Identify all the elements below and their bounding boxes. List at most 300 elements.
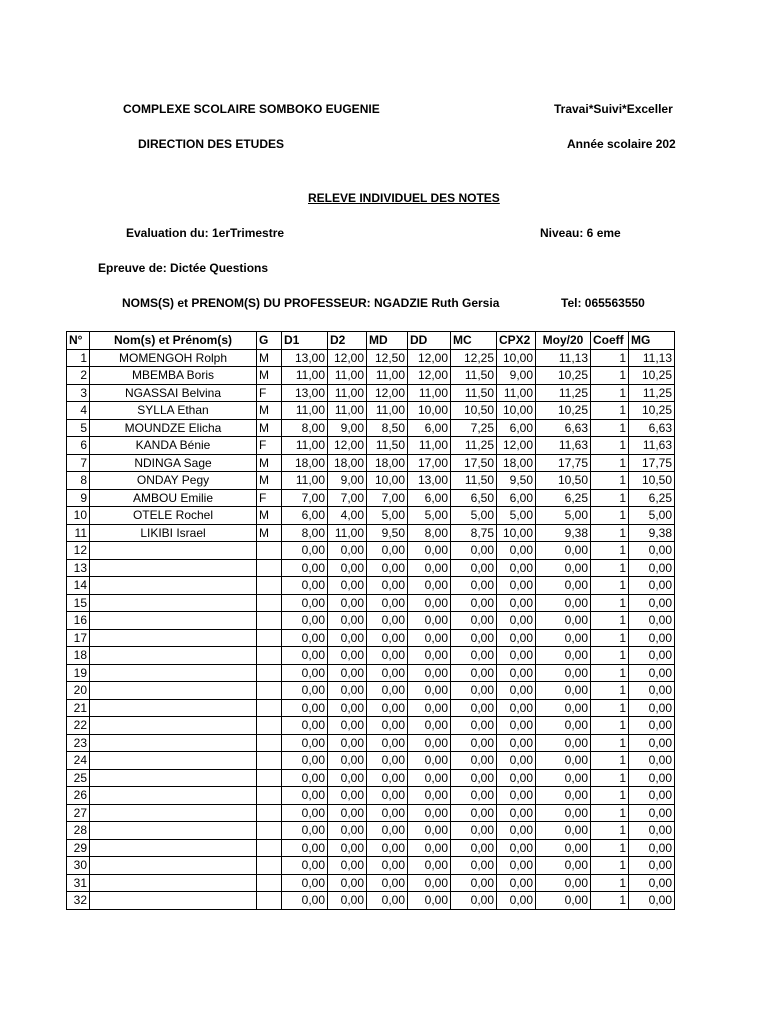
table-cell xyxy=(257,769,282,787)
column-header: DD xyxy=(408,332,451,350)
table-cell xyxy=(90,699,257,717)
table-cell xyxy=(257,857,282,875)
table-row xyxy=(67,682,675,700)
table-cell: 0,00 xyxy=(451,787,497,805)
column-header: MG xyxy=(629,332,675,350)
table-cell: 0,00 xyxy=(629,822,675,840)
table-cell: 8,00 xyxy=(282,524,328,542)
table-cell: 1 xyxy=(591,717,629,735)
table-cell: 0,00 xyxy=(451,822,497,840)
table-cell: 0,00 xyxy=(497,752,536,770)
table-cell: AMBOU Emilie xyxy=(90,489,257,507)
table-cell: 0,00 xyxy=(367,559,408,577)
table-cell: 5,00 xyxy=(629,507,675,525)
table-cell: 0,00 xyxy=(497,699,536,717)
table-cell: 17 xyxy=(67,629,90,647)
table-cell: 0,00 xyxy=(408,542,451,560)
table-cell xyxy=(90,839,257,857)
table-cell: 32 xyxy=(67,892,90,910)
table-cell: 31 xyxy=(67,874,90,892)
column-header: Coeff xyxy=(591,332,629,350)
table-cell: 0,00 xyxy=(451,594,497,612)
table-cell xyxy=(90,647,257,665)
table-cell: 16 xyxy=(67,612,90,630)
school-motto: Travai*Suivi*Exceller xyxy=(554,102,673,116)
table-cell: 14 xyxy=(67,577,90,595)
table-cell: 0,00 xyxy=(328,717,367,735)
table-cell: 23 xyxy=(67,734,90,752)
table-cell: 0,00 xyxy=(282,542,328,560)
table-cell: 0,00 xyxy=(328,664,367,682)
table-cell: 0,00 xyxy=(328,577,367,595)
table-cell: 1 xyxy=(591,542,629,560)
table-cell: 0,00 xyxy=(451,682,497,700)
table-cell: 1 xyxy=(591,804,629,822)
table-cell: 0,00 xyxy=(367,752,408,770)
table-cell xyxy=(257,717,282,735)
table-cell: 18,00 xyxy=(328,454,367,472)
table-cell: 0,00 xyxy=(536,629,591,647)
table-cell: 0,00 xyxy=(328,734,367,752)
table-cell: 19 xyxy=(67,664,90,682)
table-cell: 0,00 xyxy=(451,874,497,892)
table-cell: 7 xyxy=(67,454,90,472)
table-cell: 0,00 xyxy=(282,857,328,875)
table-cell: 0,00 xyxy=(328,857,367,875)
table-cell: 0,00 xyxy=(451,577,497,595)
table-cell: 1 xyxy=(67,349,90,367)
table-header-row xyxy=(67,332,675,350)
table-cell xyxy=(90,664,257,682)
table-cell: 0,00 xyxy=(408,892,451,910)
table-cell: 11,25 xyxy=(451,437,497,455)
school-year: Année scolaire 202 xyxy=(567,137,676,151)
telephone-label: Tel: 065563550 xyxy=(561,296,645,310)
table-cell: 11,50 xyxy=(451,367,497,385)
table-cell: 30 xyxy=(67,857,90,875)
table-cell: 1 xyxy=(591,699,629,717)
table-cell: 0,00 xyxy=(282,647,328,665)
table-row xyxy=(67,367,675,385)
table-cell: 0,00 xyxy=(282,577,328,595)
table-cell: 0,00 xyxy=(367,647,408,665)
table-cell: 0,00 xyxy=(328,839,367,857)
table-cell: 0,00 xyxy=(497,857,536,875)
table-row xyxy=(67,717,675,735)
table-cell: 0,00 xyxy=(367,822,408,840)
table-cell xyxy=(90,629,257,647)
table-cell: 0,00 xyxy=(497,769,536,787)
table-cell: 0,00 xyxy=(451,612,497,630)
table-cell: 6,25 xyxy=(629,489,675,507)
table-cell: 0,00 xyxy=(408,787,451,805)
table-cell xyxy=(90,559,257,577)
table-cell: 6,63 xyxy=(536,419,591,437)
table-cell: 18,00 xyxy=(367,454,408,472)
table-cell: 0,00 xyxy=(536,699,591,717)
table-cell: 0,00 xyxy=(408,769,451,787)
table-cell: 0,00 xyxy=(367,612,408,630)
table-cell: 11,00 xyxy=(367,402,408,420)
table-cell: 22 xyxy=(67,717,90,735)
table-cell: 11,50 xyxy=(451,472,497,490)
table-cell: 0,00 xyxy=(536,559,591,577)
table-row xyxy=(67,612,675,630)
table-cell: 12,00 xyxy=(497,437,536,455)
table-cell xyxy=(90,612,257,630)
table-cell xyxy=(90,682,257,700)
table-cell: 0,00 xyxy=(497,577,536,595)
table-cell: 0,00 xyxy=(629,734,675,752)
table-cell: 0,00 xyxy=(629,612,675,630)
table-cell: 0,00 xyxy=(328,594,367,612)
table-cell: MOUNDZE Elicha xyxy=(90,419,257,437)
table-cell: 10,25 xyxy=(629,402,675,420)
table-cell: 0,00 xyxy=(408,734,451,752)
table-cell: 0,00 xyxy=(629,857,675,875)
table-row xyxy=(67,839,675,857)
table-cell: 0,00 xyxy=(497,787,536,805)
table-cell: 1 xyxy=(591,489,629,507)
table-cell: 0,00 xyxy=(367,629,408,647)
evaluation-label: Evaluation du: 1erTrimestre xyxy=(126,226,285,240)
table-cell: M xyxy=(257,349,282,367)
table-row xyxy=(67,664,675,682)
table-cell: M xyxy=(257,419,282,437)
table-cell: 0,00 xyxy=(536,892,591,910)
table-row xyxy=(67,454,675,472)
table-cell: F xyxy=(257,437,282,455)
table-cell: 11,13 xyxy=(629,349,675,367)
grades-table xyxy=(66,331,675,910)
table-cell: M xyxy=(257,507,282,525)
table-cell: 0,00 xyxy=(497,839,536,857)
table-cell: 0,00 xyxy=(536,839,591,857)
table-cell: ONDAY Pegy xyxy=(90,472,257,490)
table-cell: 1 xyxy=(591,612,629,630)
table-cell xyxy=(257,629,282,647)
table-row xyxy=(67,787,675,805)
table-cell: 0,00 xyxy=(408,857,451,875)
table-cell: 6,00 xyxy=(497,419,536,437)
table-cell: 0,00 xyxy=(282,699,328,717)
table-cell: 4 xyxy=(67,402,90,420)
table-cell xyxy=(257,752,282,770)
table-cell: 0,00 xyxy=(497,542,536,560)
table-cell: 0,00 xyxy=(328,804,367,822)
table-cell: 6,63 xyxy=(629,419,675,437)
table-cell: F xyxy=(257,489,282,507)
table-cell: 0,00 xyxy=(451,734,497,752)
table-cell: 21 xyxy=(67,699,90,717)
table-cell: 26 xyxy=(67,787,90,805)
table-cell: 0,00 xyxy=(282,787,328,805)
table-cell: 0,00 xyxy=(451,892,497,910)
table-cell: 0,00 xyxy=(367,769,408,787)
table-cell: 1 xyxy=(591,594,629,612)
table-cell: M xyxy=(257,402,282,420)
table-cell: 11,25 xyxy=(536,384,591,402)
table-cell: 11,00 xyxy=(282,472,328,490)
table-cell: 0,00 xyxy=(282,804,328,822)
table-cell: 1 xyxy=(591,857,629,875)
document-title: RELEVE INDIVIDUEL DES NOTES xyxy=(308,191,500,205)
table-cell: 0,00 xyxy=(282,664,328,682)
table-cell: 0,00 xyxy=(536,752,591,770)
table-cell: 9,00 xyxy=(497,367,536,385)
table-cell xyxy=(90,857,257,875)
table-cell: 3 xyxy=(67,384,90,402)
table-row xyxy=(67,752,675,770)
table-cell: 9,50 xyxy=(497,472,536,490)
table-cell: 0,00 xyxy=(629,682,675,700)
table-cell: 24 xyxy=(67,752,90,770)
table-row xyxy=(67,507,675,525)
table-row xyxy=(67,892,675,910)
table-cell: M xyxy=(257,367,282,385)
table-cell: 20 xyxy=(67,682,90,700)
table-row xyxy=(67,489,675,507)
table-cell: 0,00 xyxy=(629,594,675,612)
table-cell: 11,25 xyxy=(629,384,675,402)
table-cell: MOMENGOH Rolph xyxy=(90,349,257,367)
table-cell: 0,00 xyxy=(367,542,408,560)
table-cell: 0,00 xyxy=(497,612,536,630)
table-cell: 0,00 xyxy=(536,682,591,700)
table-cell: 7,00 xyxy=(328,489,367,507)
table-cell: 0,00 xyxy=(282,717,328,735)
table-cell: 0,00 xyxy=(367,734,408,752)
table-row xyxy=(67,769,675,787)
table-cell: 1 xyxy=(591,577,629,595)
table-cell: 10,50 xyxy=(451,402,497,420)
table-cell: 0,00 xyxy=(408,629,451,647)
table-cell: 10 xyxy=(67,507,90,525)
table-cell: 12,25 xyxy=(451,349,497,367)
table-cell xyxy=(90,769,257,787)
table-cell: 9,50 xyxy=(367,524,408,542)
table-cell: 0,00 xyxy=(282,822,328,840)
table-cell: 0,00 xyxy=(536,734,591,752)
table-cell: 12 xyxy=(67,542,90,560)
table-cell: 1 xyxy=(591,472,629,490)
table-cell: 10,50 xyxy=(536,472,591,490)
table-cell: 17,50 xyxy=(451,454,497,472)
table-cell: M xyxy=(257,472,282,490)
table-cell: 0,00 xyxy=(408,839,451,857)
table-row xyxy=(67,349,675,367)
table-cell: 0,00 xyxy=(367,699,408,717)
table-cell: 10,00 xyxy=(497,349,536,367)
table-cell: 17,75 xyxy=(536,454,591,472)
table-cell: 9,00 xyxy=(328,419,367,437)
table-cell: 0,00 xyxy=(328,822,367,840)
table-cell: 0,00 xyxy=(629,577,675,595)
table-cell: 29 xyxy=(67,839,90,857)
table-cell: 7,00 xyxy=(282,489,328,507)
table-cell: 0,00 xyxy=(328,559,367,577)
table-cell: 0,00 xyxy=(451,769,497,787)
professor-label: NOMS(S) et PRENOM(S) DU PROFESSEUR: NGADZIE Ruth Gersia xyxy=(122,296,500,310)
table-cell: 0,00 xyxy=(536,594,591,612)
table-cell: 12,00 xyxy=(328,349,367,367)
table-cell: 0,00 xyxy=(536,717,591,735)
table-row xyxy=(67,594,675,612)
table-cell xyxy=(90,717,257,735)
table-cell: 0,00 xyxy=(408,717,451,735)
table-cell: 5,00 xyxy=(536,507,591,525)
table-row xyxy=(67,874,675,892)
table-cell: 0,00 xyxy=(536,787,591,805)
table-cell: 0,00 xyxy=(451,857,497,875)
table-cell: 0,00 xyxy=(497,629,536,647)
table-row xyxy=(67,559,675,577)
table-cell: 0,00 xyxy=(536,822,591,840)
table-row xyxy=(67,437,675,455)
table-cell: 0,00 xyxy=(282,629,328,647)
table-cell: OTELE Rochel xyxy=(90,507,257,525)
table-cell: 0,00 xyxy=(497,804,536,822)
table-cell: 0,00 xyxy=(451,559,497,577)
table-cell xyxy=(257,804,282,822)
table-row xyxy=(67,629,675,647)
table-cell: 18,00 xyxy=(282,454,328,472)
table-cell: 17,75 xyxy=(629,454,675,472)
table-cell: 11,00 xyxy=(497,384,536,402)
table-cell: 0,00 xyxy=(536,769,591,787)
table-cell: 1 xyxy=(591,647,629,665)
table-cell: 13,00 xyxy=(408,472,451,490)
table-cell: 1 xyxy=(591,419,629,437)
table-cell: 0,00 xyxy=(282,874,328,892)
table-row xyxy=(67,857,675,875)
table-cell: 0,00 xyxy=(367,682,408,700)
column-header: CPX2 xyxy=(497,332,536,350)
table-cell: 11,00 xyxy=(328,367,367,385)
table-cell: 1 xyxy=(591,822,629,840)
table-cell: 0,00 xyxy=(328,874,367,892)
table-row xyxy=(67,577,675,595)
table-cell: 0,00 xyxy=(497,717,536,735)
table-cell xyxy=(257,559,282,577)
table-cell: 18 xyxy=(67,647,90,665)
table-cell: 0,00 xyxy=(629,717,675,735)
table-cell: 0,00 xyxy=(367,717,408,735)
table-cell: 0,00 xyxy=(328,612,367,630)
table-cell: 18,00 xyxy=(497,454,536,472)
table-cell xyxy=(257,577,282,595)
table-cell: 0,00 xyxy=(408,559,451,577)
table-cell: 1 xyxy=(591,874,629,892)
table-cell: 0,00 xyxy=(367,857,408,875)
column-header: MD xyxy=(367,332,408,350)
table-cell: 0,00 xyxy=(629,787,675,805)
table-cell: 11,00 xyxy=(408,384,451,402)
table-cell: 0,00 xyxy=(328,682,367,700)
school-name: COMPLEXE SCOLAIRE SOMBOKO EUGENIE xyxy=(123,102,380,116)
table-cell: 11,00 xyxy=(328,384,367,402)
table-cell: 0,00 xyxy=(282,769,328,787)
table-cell: 0,00 xyxy=(328,892,367,910)
table-cell xyxy=(257,612,282,630)
table-cell: 11,63 xyxy=(536,437,591,455)
column-header: Moy/20 xyxy=(536,332,591,350)
table-cell: 0,00 xyxy=(451,647,497,665)
table-row xyxy=(67,647,675,665)
table-cell: 1 xyxy=(591,892,629,910)
table-cell: 8,50 xyxy=(367,419,408,437)
table-cell: 13,00 xyxy=(282,349,328,367)
table-cell xyxy=(257,839,282,857)
table-cell: 0,00 xyxy=(629,699,675,717)
table-cell: 0,00 xyxy=(629,559,675,577)
table-cell: 1 xyxy=(591,384,629,402)
table-cell: 8,00 xyxy=(408,524,451,542)
table-cell: 1 xyxy=(591,769,629,787)
table-cell: 6,00 xyxy=(408,419,451,437)
table-cell: NDINGA Sage xyxy=(90,454,257,472)
table-cell: 0,00 xyxy=(536,857,591,875)
table-cell: 1 xyxy=(591,437,629,455)
table-cell xyxy=(90,752,257,770)
table-cell: 0,00 xyxy=(408,577,451,595)
table-cell: 11,00 xyxy=(328,524,367,542)
table-cell: 10,00 xyxy=(497,402,536,420)
table-cell xyxy=(90,892,257,910)
table-cell: KANDA Bénie xyxy=(90,437,257,455)
table-row xyxy=(67,699,675,717)
table-cell: 1 xyxy=(591,664,629,682)
table-cell xyxy=(257,542,282,560)
table-cell xyxy=(257,822,282,840)
table-cell xyxy=(257,664,282,682)
table-cell: 2 xyxy=(67,367,90,385)
table-cell: 0,00 xyxy=(536,612,591,630)
table-cell: 0,00 xyxy=(497,559,536,577)
table-cell: 11,00 xyxy=(328,402,367,420)
table-row xyxy=(67,542,675,560)
column-header: Nom(s) et Prénom(s) xyxy=(90,332,257,350)
table-cell: 11,00 xyxy=(408,437,451,455)
table-cell: 10,00 xyxy=(408,402,451,420)
table-cell: 7,25 xyxy=(451,419,497,437)
table-cell: 0,00 xyxy=(367,787,408,805)
table-cell: 0,00 xyxy=(367,577,408,595)
table-cell: 5,00 xyxy=(408,507,451,525)
table-cell: 0,00 xyxy=(328,787,367,805)
table-cell xyxy=(90,804,257,822)
table-cell: 12,00 xyxy=(408,367,451,385)
table-cell: 1 xyxy=(591,367,629,385)
table-cell: 0,00 xyxy=(451,664,497,682)
epreuve-label: Epreuve de: Dictée Questions xyxy=(98,261,269,275)
table-cell: 0,00 xyxy=(451,717,497,735)
table-cell: 10,25 xyxy=(536,367,591,385)
table-cell: 8,00 xyxy=(282,419,328,437)
table-cell: 0,00 xyxy=(629,839,675,857)
table-cell: 0,00 xyxy=(629,804,675,822)
table-cell: 1 xyxy=(591,839,629,857)
table-cell: 11,00 xyxy=(367,367,408,385)
table-cell: 0,00 xyxy=(536,577,591,595)
table-cell: 0,00 xyxy=(408,804,451,822)
table-cell: 0,00 xyxy=(497,822,536,840)
table-cell: 0,00 xyxy=(408,664,451,682)
table-cell xyxy=(90,874,257,892)
table-cell: SYLLA Ethan xyxy=(90,402,257,420)
table-cell: 0,00 xyxy=(367,839,408,857)
table-cell: 9,38 xyxy=(629,524,675,542)
